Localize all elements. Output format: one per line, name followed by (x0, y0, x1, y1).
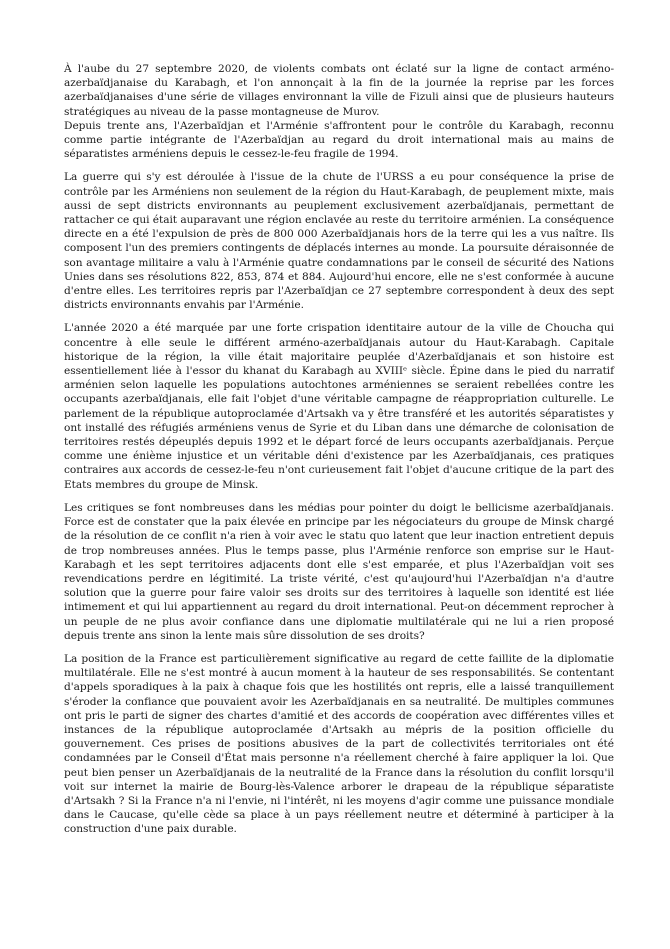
paragraph-6: La position de la France est particulièrement significative au regard de cette faillite de la diplomatie multilatérale. Elle ne s'est montré à aucun moment à la hauteur de ses responsabilités. Se contentant d'appels sporadiques à la paix à chaque fois que les hostilités ont repris, elle a laissé tranquillement s'éroder la confiance que pouvaient avoir les Azerbaïdjanais en sa neutralité. De multiples communes ont pris le parti de signer des chartes d'amitié et des accords de coopération avec différentes villes et instances de la république autoproclamée d'Artsakh au mépris de la position officielle du gouvernement. Ces prises de positions abusives de la part de collectivités territoriales ont été condamnées par le Conseil d'État mais personne n'a réellement cherché à faire appliquer la loi. Que peut bien penser un Azerbaïdjanais de la neutralité de la France dans la résolution du conflit lorsqu'il voit sur internet la mairie de Bourg-lès-Valence arborer le drapeau de la république séparatiste d'Artsakh ? Si la France n'a ni l'envie, ni l'intérêt, ni les moyens d'agir comme une puissance mondiale dans le Caucase, qu'elle cède sa place à un pays réellement neutre et déterminé à participer à la construction d'une paix durable. (64, 652, 614, 836)
paragraph-5: Les critiques se font nombreuses dans les médias pour pointer du doigt le bellicisme azerbaïdjanais. Force est de constater que la paix élevée en principe par les négociateurs du groupe de Minsk chargé de la résolution de ce conflit n'a rien à voir avec le statu quo latent que leur inaction entretient depuis de trop nombreuses années. Plus le temps passe, plus l'Arménie renforce son emprise sur le Haut-Karabagh et les sept territoires adjacents dont elle s'est emparée, et plus l'Azerbaïdjan voit ses revendications perdre en légitimité. La triste vérité, c'est qu'aujourd'hui l'Azerbaïdjan n'a d'autre solution que la guerre pour faire valoir ses droits sur des territoires à laquelle son identité est liée intimement et qui lui appartiennent au regard du droit international. Peut-on décemment reprocher à un peuple de ne plus avoir confiance dans une diplomatie multilatérale qui ne lui a rien proposé depuis trente ans sinon la lente mais sûre dissolution de ses droits? (64, 501, 614, 642)
paragraph-3: La guerre qui s'y est déroulée à l'issue de la chute de l'URSS a eu pour conséquence la prise de contrôle par les Arméniens non seulement de la région du Haut-Karabagh, de peuplement mixte, mais aussi de sept districts environnants au peuplement exclusivement azerbaïdjanais, permettant de rattacher ce qui était auparavant une région enclavée au reste du territoire arménien. La conséquence directe en a été l'expulsion de près de 800 000 Azerbaïdjanais hors de la terre qui les a vus naître. Ils composent l'un des premiers contingents de déplacés internes au monde. La poursuite déraisonnée de son avantage militaire a valu à l'Arménie quatre condamnations par le conseil de sécurité des Nations Unies dans ses résolutions 822, 853, 874 et 884. Aujourd'hui encore, elle ne s'est conformée à aucune d'entre elles. Les territoires repris par l'Azerbaïdjan ce 27 septembre correspondent à deux des sept districts environnants envahis par l'Arménie. (64, 171, 614, 312)
paragraph-4: L'année 2020 a été marquée par une forte crispation identitaire autour de la ville de Choucha qui concentre à elle seule le différent arméno-azerbaïdjanais autour du Haut-Karabagh. Capitale historique de la région, la ville était majoritaire peuplée d'Azerbaïdjanais et son histoire est essentiellement liée à l'essor du khanat du Karabagh au XVIIIᵉ siècle. Épine dans le pied du narratif arménien selon laquelle les populations autochtones arméniennes se seraient rebellées contre les occupants azerbaïdjanais, elle fait l'objet d'une véritable campagne de réappropriation culturelle. Le parlement de la république autoproclamée d'Artsakh va y être transféré et les autorités séparatistes y ont installé des réfugiés arméniens venus de Syrie et du Liban dans une démarche de colonisation de territoires restés dépeuplés depuis 1992 et le départ forcé de leurs occupants azerbaïdjanais. Perçue comme une énième injustice et un véritable déni d'existence par les Azerbaïdjanais, ces pratiques contraires aux accords de cessez-le-feu n'ont curieusement fait l'objet d'aucune critique de la part des Etats membres du groupe de Minsk. (64, 322, 614, 491)
paragraph-2: Depuis trente ans, l'Azerbaïdjan et l'Arménie s'affrontent pour le contrôle du Karabagh, reconnu comme partie intégrante de l'Azerbaïdjan au regard du droit international mais au mains de séparatistes arméniens depuis le cessez-le-feu fragile de 1994. (64, 119, 614, 161)
paragraph-1: À l'aube du 27 septembre 2020, de violents combats ont éclaté sur la ligne de contact arméno-azerbaïdjanaise du Karabagh, et l'on annonçait à la fin de la journée la reprise par les forces azerbaïdjanaises d'une série de villages environnant la ville de Fizuli ainsi que de plusieurs hauteurs stratégiques au niveau de la passe montagneuse de Murov. (64, 63, 614, 118)
